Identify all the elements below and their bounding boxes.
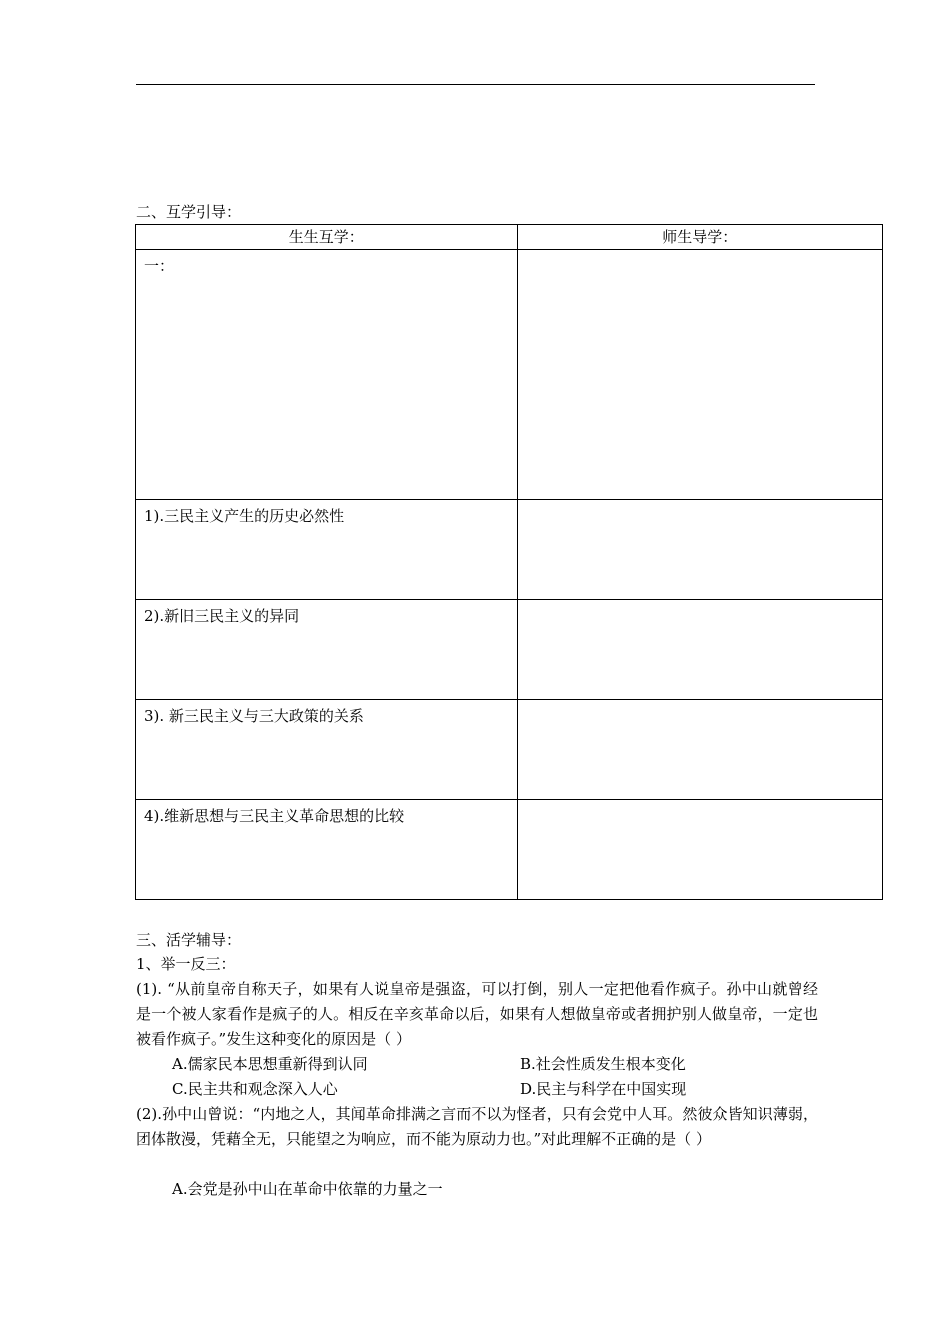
table-cell-left[interactable] — [136, 700, 518, 800]
row-label: 一： — [144, 257, 175, 275]
table-cell-left[interactable] — [136, 500, 518, 600]
q1-option-d[interactable]: D.民主与科学在中国实现 — [520, 1080, 687, 1098]
guide-table — [135, 224, 883, 900]
header-teacher-guide: 师生导学： — [517, 225, 883, 250]
table-row — [136, 500, 883, 600]
table-row — [136, 700, 883, 800]
header-rule — [136, 84, 815, 85]
row-label: 3). 新三民主义与三大政策的关系 — [144, 707, 364, 725]
table-cell-right[interactable] — [517, 600, 883, 700]
section-2-heading: 二、互学引导： — [136, 203, 242, 221]
table-row — [136, 250, 883, 500]
question-2-text: (2).孙中山曾说：“内地之人，其闻革命排满之言而不以为怪者，只有会党中人耳。然彼众皆知识薄弱，团体散漫，凭藉全无，只能望之为响应，而不能为原动力也。”对此理解不正确的是（ ） — [136, 1105, 818, 1148]
q1-option-b[interactable]: B.社会性质发生根本变化 — [520, 1055, 686, 1073]
question-1-text: (1). “从前皇帝自称天子，如果有人说皇帝是强盗，可以打倒，别人一定把他看作疯子。孙中山就曾经是一个被人家看作是疯子的人。相反在辛亥革命以后，如果有人想做皇帝或者拥护别人做皇帝，一定也被看作疯子。”发生这种变化的原因是（ ） — [136, 980, 818, 1048]
table-cell-right[interactable] — [517, 700, 883, 800]
table-cell-left[interactable] — [136, 250, 518, 500]
table-cell-right[interactable] — [517, 800, 883, 900]
q1-option-c[interactable]: C.民主共和观念深入人心 — [172, 1080, 338, 1098]
q1-option-a[interactable]: A.儒家民本思想重新得到认同 — [172, 1055, 368, 1073]
table-cell-right[interactable] — [517, 250, 883, 500]
section-3-heading: 三、活学辅导： — [136, 931, 242, 949]
row-label: 2).新旧三民主义的异同 — [144, 607, 300, 625]
table-row — [136, 800, 883, 900]
header-student-mutual: 生生互学： — [136, 225, 518, 250]
table-cell-left[interactable] — [136, 800, 518, 900]
row-label: 4).维新思想与三民主义革命思想的比较 — [144, 807, 405, 825]
table-row — [136, 600, 883, 700]
row-label: 1).三民主义产生的历史必然性 — [144, 507, 345, 525]
table-cell-left[interactable] — [136, 600, 518, 700]
table-header-row — [136, 225, 883, 250]
section-3-subheading: 1、举一反三： — [136, 955, 236, 973]
q2-option-a[interactable]: A.会党是孙中山在革命中依靠的力量之一 — [172, 1180, 443, 1198]
table-cell-right[interactable] — [517, 500, 883, 600]
